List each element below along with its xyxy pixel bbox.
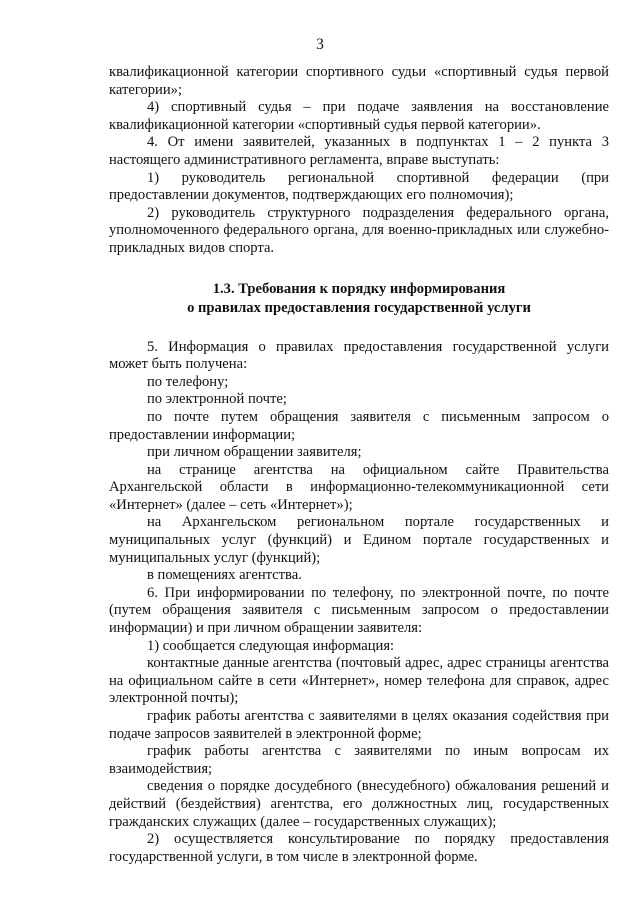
- list-item-phone: по телефону;: [147, 373, 229, 390]
- document-body: [109, 64, 609, 866]
- list-item-info-reported: 1) сообщается следующая информация:: [147, 637, 395, 654]
- paragraph-representative-1: 1) руководитель региональной спортивной федерации (при предоставлении документов, подтверждающих его полномочия);: [109, 169, 609, 204]
- page-number: 3: [316, 36, 324, 53]
- list-item-personal-visit: при личном обращении заявителя;: [147, 444, 362, 461]
- section-heading-line-1: 1.3. Требования к порядку информирования: [212, 280, 506, 297]
- list-item-contacts: контактные данные агентства (почтовый адрес, адрес страницы агентства на официальном сайте в сети «Интернет», номер телефона для справок, адрес электронной почты);: [109, 655, 609, 707]
- list-item-portals: на Архангельском региональном портале государственных и муниципальных услуг (функций) и Едином портале государственных и муниципальных услуг (функций);: [109, 514, 609, 566]
- list-item-schedule-other: график работы агентства с заявителями по иным вопросам их взаимодействия;: [109, 743, 609, 777]
- paragraph-clause-4: 4. От имени заявителей, указанных в подпунктах 1 – 2 пункта 3 настоящего административного регламента, вправе выступать:: [109, 134, 609, 168]
- paragraph-clause-5: 5. Информация о правилах предоставления государственной услуги может быть получена:: [109, 338, 609, 373]
- list-item-appeal-procedure: сведения о порядке досудебного (внесудебного) обжалования решений и действий (бездействия) агентства, его должностных лиц, государственных гражданских служащих (далее – государственных служащих);: [109, 778, 609, 830]
- list-item-schedule-electronic: график работы агентства с заявителями в целях оказания содействия при подаче запросов заявителей в электронной форме;: [109, 708, 609, 742]
- list-item-premises: в помещениях агентства.: [147, 567, 302, 584]
- list-item-post: по почте путем обращения заявителя с письменным запросом о предоставлении информации;: [109, 408, 609, 443]
- section-heading: [109, 280, 609, 318]
- list-item-website: на странице агентства на официальном сайте Правительства Архангельской области в информационно-телекоммуникационной сети «Интернет» (далее – сеть «Интернет»);: [109, 461, 609, 513]
- list-item-email: по электронной почте;: [147, 391, 287, 408]
- section-heading-line-2: о правилах предоставления государственной услуги: [187, 299, 531, 316]
- paragraph-representative-2: 2) руководитель структурного подразделения федерального органа, уполномоченного федерального органа, для военно-прикладных или служебно-прикладных видов спорта.: [109, 204, 609, 256]
- list-item-consulting: 2) осуществляется консультирование по порядку предоставления государственной услуги, в том числе в электронной форме.: [109, 831, 609, 865]
- paragraph-clause-6: 6. При информировании по телефону, по электронной почте, по почте (путем обращения заявителя с письменным запросом о предоставлении информации) и при личном обращении заявителя:: [109, 584, 609, 637]
- paragraph-item-4-judge: 4) спортивный судья – при подаче заявления на восстановление квалификационной категории «спортивный судья первой категории».: [109, 99, 609, 133]
- paragraph-continuation: квалификационной категории спортивного судьи «спортивный судья первой категории»;: [109, 64, 609, 98]
